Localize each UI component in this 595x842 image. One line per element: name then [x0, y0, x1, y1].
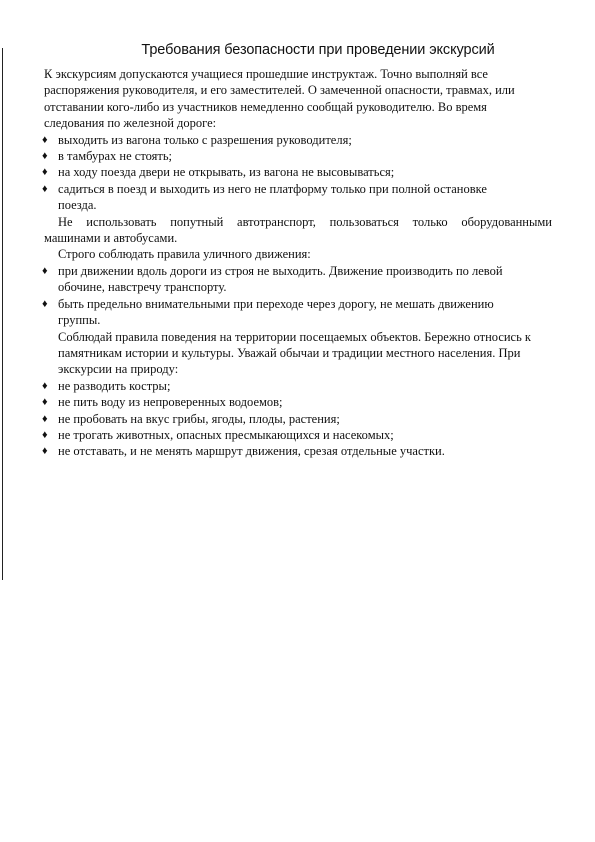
diamond-bullet-icon: ♦ — [42, 166, 48, 179]
list-item: ♦ не пробовать на вкус грибы, ягоды, плоды, растения; — [42, 411, 340, 426]
transport-line: Не использовать попутный автотранспорт, пользоваться только оборудованными — [58, 214, 552, 229]
transport-paragraph — [44, 214, 552, 247]
diamond-bullet-icon: ♦ — [42, 297, 48, 310]
diamond-bullet-icon: ♦ — [42, 445, 48, 458]
transport-line: машинами и автобусами. — [44, 231, 178, 246]
list-item: ♦ быть предельно внимательными при переходе через дорогу, не мешать движению группы. — [42, 296, 494, 328]
list-item: ♦ не отставать, и не менять маршрут движения, срезая отдельные участки. — [42, 444, 445, 459]
territory-line: памятникам истории и культуры. Уважай обычаи и традиции местного населения. При — [58, 345, 521, 360]
diamond-bullet-icon: ♦ — [42, 133, 48, 146]
intro-line: распоряжения руководителя, и его заместителей. О замеченной опасности, травмах, или — [44, 83, 515, 98]
diamond-bullet-icon: ♦ — [42, 412, 48, 425]
page-edge-line — [2, 48, 3, 580]
diamond-bullet-icon: ♦ — [42, 396, 48, 409]
diamond-bullet-icon: ♦ — [42, 264, 48, 277]
street-rules-list — [44, 263, 552, 329]
document-page — [44, 42, 552, 460]
list-item: ♦ садиться в поезд и выходить из него не платформу только при полной остановке поезда. — [42, 181, 487, 213]
diamond-bullet-icon: ♦ — [42, 182, 48, 195]
document-title: Требования безопасности при проведении экскурсий — [141, 42, 495, 58]
intro-line: отставании кого-либо из участников немедленно сообщай руководителю. Во время — [44, 99, 487, 114]
intro-line: К экскурсиям допускаются учащиеся прошедшие инструктаж. Точно выполняй все — [44, 67, 488, 81]
list-item: ♦ на ходу поезда двери не открывать, из вагона не высовываться; — [42, 165, 395, 180]
diamond-bullet-icon: ♦ — [42, 150, 48, 163]
intro-paragraph — [44, 66, 552, 132]
intro-line: следования по железной дороге: — [44, 116, 217, 131]
rail-rules-list — [44, 132, 552, 214]
list-item: ♦ не пить воду из непроверенных водоемов; — [42, 395, 283, 410]
list-item: ♦ в тамбурах не стоять; — [42, 149, 173, 164]
diamond-bullet-icon: ♦ — [42, 379, 48, 392]
street-intro: Строго соблюдать правила уличного движения: — [58, 247, 311, 262]
diamond-bullet-icon: ♦ — [42, 428, 48, 441]
list-item: ♦ выходить из вагона только с разрешения руководителя; — [42, 132, 352, 147]
territory-line: экскурсии на природу: — [58, 362, 179, 377]
list-item: ♦ при движении вдоль дороги из строя не выходить. Движение производить по левой обочине, навстречу транспорту. — [42, 263, 503, 295]
list-item: ♦ не трогать животных, опасных пресмыкающихся и насекомых; — [42, 427, 394, 442]
territory-paragraph — [44, 329, 552, 378]
list-item: ♦ не разводить костры; — [42, 378, 171, 393]
territory-line: Соблюдай правила поведения на территории посещаемых объектов. Бережно относись к — [58, 329, 531, 344]
nature-rules-list — [44, 378, 552, 460]
